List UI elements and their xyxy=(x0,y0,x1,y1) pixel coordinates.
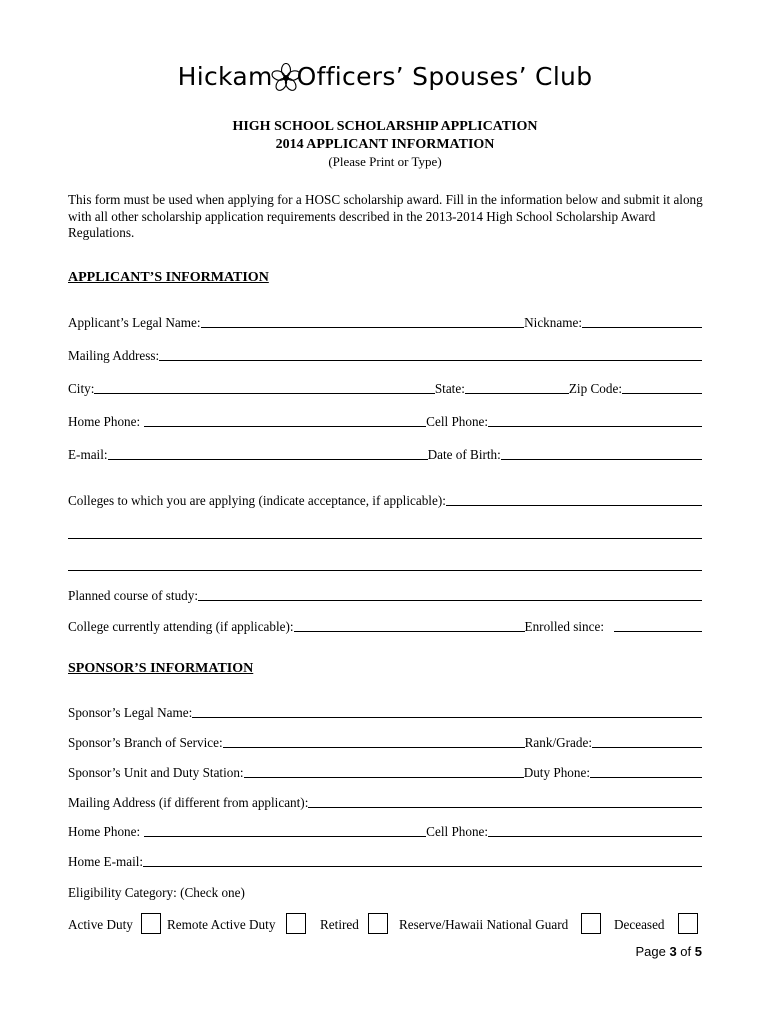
branch-rank-row xyxy=(68,733,702,751)
enrolled-since-field[interactable] xyxy=(614,618,702,632)
form-title: HIGH SCHOOL SCHOLARSHIP APPLICATION xyxy=(232,119,538,134)
colleges-field[interactable] xyxy=(446,492,702,506)
city-state-zip-row xyxy=(68,379,702,397)
branch-field[interactable] xyxy=(223,734,525,748)
applicant-legal-name-label: Applicant’s Legal Name: xyxy=(68,315,201,330)
unit-duty-row xyxy=(68,763,702,781)
sponsor-mailing-label: Mailing Address (if different from applicant): xyxy=(68,795,309,810)
duty-phone-field[interactable] xyxy=(590,764,702,778)
course-field[interactable] xyxy=(198,587,702,601)
sponsor-legal-name-row xyxy=(68,703,702,721)
page-total: 5 xyxy=(694,944,702,959)
course-label: Planned course of study: xyxy=(68,588,199,603)
email-dob-row xyxy=(68,445,702,463)
page-current: 3 xyxy=(669,944,677,959)
option-deceased-label: Deceased xyxy=(614,917,665,932)
rank-label: Rank/Grade: xyxy=(524,735,592,750)
sponsor-mailing-row xyxy=(68,793,702,811)
rank-field[interactable] xyxy=(592,734,702,748)
email-field[interactable] xyxy=(108,446,428,460)
colleges-extra-line-1[interactable] xyxy=(68,538,702,539)
sponsor-cell-phone-field[interactable] xyxy=(488,823,702,837)
dob-field[interactable] xyxy=(501,446,702,460)
form-subtitle-year: 2014 APPLICANT INFORMATION xyxy=(275,137,495,152)
page-number xyxy=(635,944,702,959)
state-field[interactable] xyxy=(465,380,569,394)
option-retired-checkbox[interactable] xyxy=(368,913,388,934)
cell-phone-label: Cell Phone: xyxy=(426,414,489,429)
colleges-label: Colleges to which you are applying (indicate acceptance, if applicable): xyxy=(68,493,446,508)
colleges-extra-line-2[interactable] xyxy=(68,570,702,571)
club-name-part1: Hickam xyxy=(177,62,273,91)
club-name-part2: Officers’ Spouses’ Club xyxy=(296,62,593,91)
sponsor-phone-row xyxy=(68,822,702,840)
sponsor-home-phone-field[interactable] xyxy=(144,823,426,837)
applicant-heading: APPLICANT’S INFORMATION xyxy=(68,270,269,285)
mailing-address-field[interactable] xyxy=(159,347,702,361)
option-reserve-guard-checkbox[interactable] xyxy=(581,913,601,934)
option-retired-label: Retired xyxy=(320,917,359,932)
state-label: State: xyxy=(434,381,465,396)
sponsor-cell-phone-label: Cell Phone: xyxy=(426,824,489,839)
applicant-phone-row xyxy=(68,412,702,430)
duty-phone-label: Duty Phone: xyxy=(523,765,590,780)
sponsor-email-field[interactable] xyxy=(143,853,702,867)
city-field[interactable] xyxy=(94,380,434,394)
branch-label: Sponsor’s Branch of Service: xyxy=(68,735,223,750)
print-instruction: (Please Print or Type) xyxy=(328,154,442,169)
option-active-duty-checkbox[interactable] xyxy=(141,913,161,934)
sponsor-home-phone-label: Home Phone: xyxy=(68,824,141,839)
enrolled-since-label: Enrolled since: xyxy=(524,619,604,634)
eligibility-options xyxy=(68,913,708,937)
nickname-label: Nickname: xyxy=(524,315,582,330)
intro-paragraph: This form must be used when applying for a HOSC scholarship award. Fill in the information below and submit it along with all other scholarship application requirements described in the 2013-2014 High School Scholarship Award Regulations. xyxy=(68,192,703,240)
course-row xyxy=(68,586,702,604)
sponsor-email-label: Home E-mail: xyxy=(68,854,144,869)
applicant-legal-name-row xyxy=(68,313,702,331)
unit-label: Sponsor’s Unit and Duty Station: xyxy=(68,765,244,780)
email-label: E-mail: xyxy=(68,447,108,462)
option-remote-active-duty-label: Remote Active Duty xyxy=(167,917,276,932)
zip-field[interactable] xyxy=(622,380,702,394)
option-reserve-guard-label: Reserve/Hawaii National Guard xyxy=(399,917,569,932)
option-remote-active-duty-checkbox[interactable] xyxy=(286,913,306,934)
dob-label: Date of Birth: xyxy=(427,447,501,462)
eligibility-label: Eligibility Category: (Check one) xyxy=(68,885,245,900)
applicant-legal-name-field[interactable] xyxy=(201,314,525,328)
home-phone-label: Home Phone: xyxy=(68,414,141,429)
applicant-mailing-row xyxy=(68,346,702,364)
option-active-duty-label: Active Duty xyxy=(68,917,133,932)
mailing-address-label: Mailing Address: xyxy=(68,348,160,363)
sponsor-heading: SPONSOR’S INFORMATION xyxy=(68,661,254,676)
nickname-field[interactable] xyxy=(582,314,702,328)
sponsor-email-row xyxy=(68,852,702,870)
home-phone-field[interactable] xyxy=(144,413,426,427)
sponsor-mailing-field[interactable] xyxy=(308,794,702,808)
page-of: of xyxy=(680,944,692,959)
club-name xyxy=(0,62,770,93)
college-attending-row xyxy=(68,617,702,635)
option-deceased-checkbox[interactable] xyxy=(678,913,698,934)
college-attending-label: College currently attending (if applicable): xyxy=(68,619,294,634)
page-word: Page xyxy=(635,944,666,959)
colleges-row xyxy=(68,491,702,509)
zip-label: Zip Code: xyxy=(568,381,622,396)
college-attending-field[interactable] xyxy=(294,618,525,632)
city-label: City: xyxy=(68,381,95,396)
sponsor-legal-name-label: Sponsor’s Legal Name: xyxy=(68,705,193,720)
unit-field[interactable] xyxy=(244,764,524,778)
cell-phone-field[interactable] xyxy=(488,413,702,427)
sponsor-legal-name-field[interactable] xyxy=(192,704,702,718)
